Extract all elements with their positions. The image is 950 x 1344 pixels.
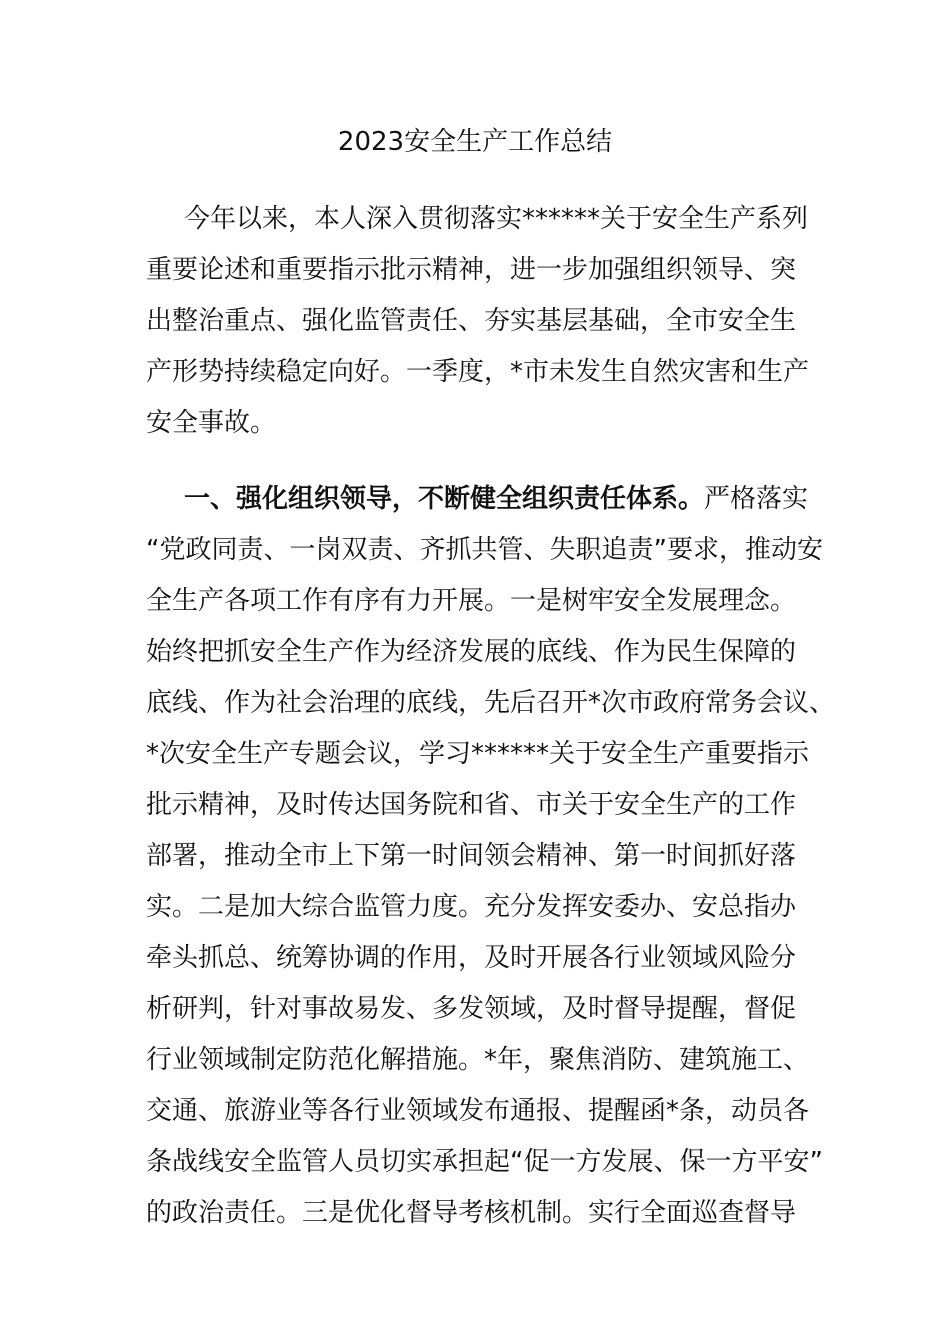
paragraph-line: 今年以来，本人深入贯彻落实******关于安全生产系列 [184, 204, 809, 234]
paragraph-line: 底线、作为社会治理的底线，先后召开*次市政府常务会议、 [146, 688, 836, 718]
paragraph-line: 批示精神，及时传达国务院和省、市关于安全生产的工作 [146, 790, 797, 820]
paragraph-line: 安全事故。 [146, 408, 277, 438]
paragraph-line: 条战线安全监管人员切实承担起“促一方发展、保一方平安” [146, 1147, 823, 1177]
paragraph-line: 产形势持续稳定向好。一季度，*市未发生自然灾害和生产 [146, 357, 810, 387]
paragraph-line: 实。二是加大综合监管力度。充分发挥安委办、安总指办 [146, 892, 797, 922]
paragraph-line: 的政治责任。三是优化督导考核机制。实行全面巡查督导 [146, 1198, 797, 1228]
paragraph-line: 析研判，针对事故易发、多发领域，及时督导提醒，督促 [146, 994, 797, 1024]
paragraph-line: *次安全生产专题会议，学习******关于安全生产重要指示 [146, 739, 810, 769]
paragraph-line: 全生产各项工作有序有力开展。一是树牢安全发展理念。 [146, 586, 797, 616]
section-first-line [146, 474, 826, 525]
paragraph-line: 牵头抓总、统筹协调的作用，及时开展各行业领域风险分 [146, 943, 797, 973]
document-body [146, 194, 836, 1239]
document-title: 2023安全生产工作总结 [337, 127, 613, 157]
paragraph-line: “党政同责、一岗双责、齐抓共管、失职追责”要求，推动安 [146, 535, 823, 565]
paragraph-line: 出整治重点、强化监管责任、夯实基层基础，全市安全生 [146, 306, 797, 336]
paragraph-line: 交通、旅游业等各行业领域发布通报、提醒函*条，动员各 [146, 1096, 810, 1126]
paragraph-spacer [146, 449, 826, 474]
paragraph-line: 始终把抓安全生产作为经济发展的底线、作为民生保障的 [146, 637, 797, 667]
section-heading: 一、强化组织领导，不断健全组织责任体系。 [184, 484, 705, 514]
section-text: 严格落实 [704, 484, 809, 514]
paragraph-line: 行业领域制定防范化解措施。*年，聚焦消防、建筑施工、 [146, 1045, 810, 1075]
paragraph-line: 重要论述和重要指示批示精神，进一步加强组织领导、突 [146, 255, 797, 285]
paragraph-line: 部署，推动全市上下第一时间领会精神、第一时间抓好落 [146, 841, 797, 871]
